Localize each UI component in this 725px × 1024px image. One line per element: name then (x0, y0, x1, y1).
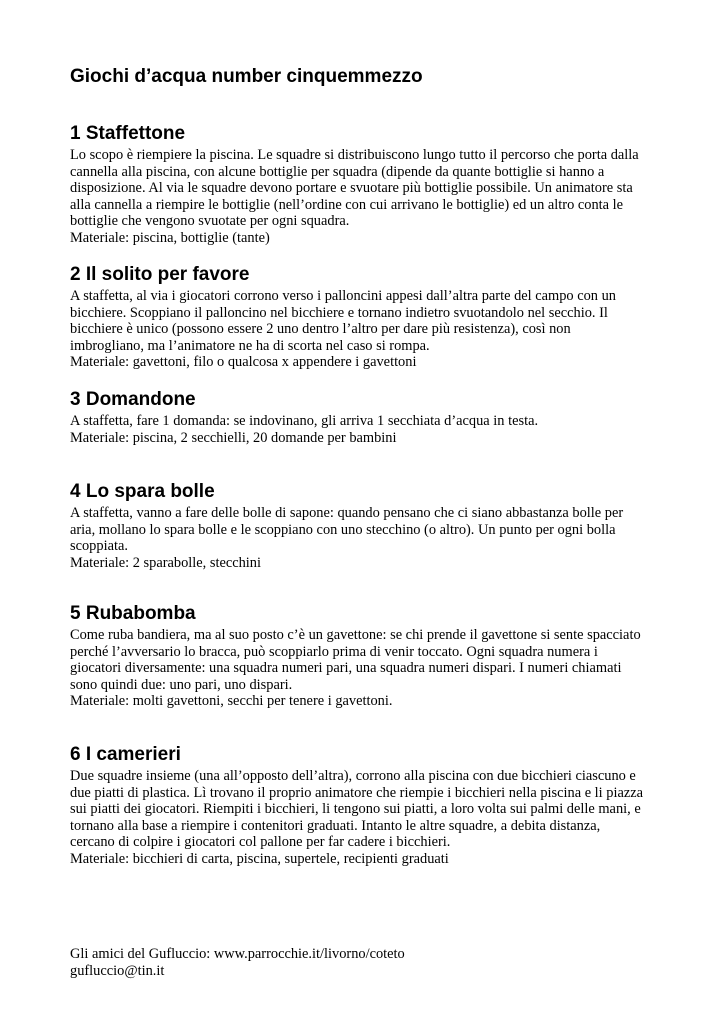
section-rubabomba (70, 603, 660, 710)
body-line: aria, mollano lo spara bolle e le scoppiano con uno stecchino (o altro). Un punto per ogni bolla (70, 521, 616, 538)
body-line: sono quindi due: uno pari, uno dispari. (70, 676, 293, 693)
body-line: bottiglie che vengono svuotate per ogni squadra. (70, 213, 350, 230)
body-line: due piatti di plastica. Lì trovano il proprio animatore che riempie i bicchieri nella piscina e li piazza (70, 784, 644, 801)
body-line: tornano alla base a riempire i contenitori graduati. Intanto le altre squadre, a debita distanza, (70, 817, 601, 834)
body-line: alla cannella a riempire le bottiglie (nell’ordine con cui arrivano le bottiglie) ed un altro conta le (70, 196, 624, 213)
materials-line: Materiale: 2 sparabolle, stecchini (70, 554, 261, 571)
section-heading: 5 Rubabomba (70, 603, 196, 624)
body-line: A staffetta, vanno a fare delle bolle di sapone: quando pensano che ci siano abbastanza bolle per (70, 505, 624, 521)
section-body (70, 288, 660, 371)
section-heading: 3 Domandone (70, 389, 196, 410)
materials-line: Materiale: gavettoni, filo o qualcosa x appendere i gavettoni (70, 354, 417, 371)
section-heading: 2 Il solito per favore (70, 264, 250, 285)
footer-website-line: Gli amici del Gufluccio: www.parrocchie.it/livorno/coteto (70, 946, 405, 962)
body-line: cannella alla piscina, con alcune bottiglie per squadra (dipende da quante bottiglie si hanno a (70, 163, 605, 180)
section-staffettone (70, 123, 660, 247)
materials-line: Materiale: piscina, bottiglie (tante) (70, 229, 270, 246)
body-line: cercano di colpire i giocatori col pallone per far cadere i bicchieri. (70, 834, 451, 851)
body-line: imbrogliano, ma l’animatore ne ha di scorta nel caso si rompa. (70, 337, 430, 354)
section-domandone (70, 389, 660, 446)
section-body (70, 768, 660, 868)
body-line: bicchiere è unico (possono essere 2 uno dentro l’altro per dare più resistenza), così non (70, 321, 571, 338)
body-line: sui piatti dei giocatori. Riempiti i bicchieri, li tengono sui piatti, a loro volta sui palmi delle mani, e (70, 801, 641, 818)
body-line: disposizione. Al via le squadre devono portare e svuotare più bottiglie possibile. Un animatore sta (70, 180, 633, 197)
document-footer (70, 946, 405, 979)
body-line: A staffetta, fare 1 domanda: se indovinano, gli arriva 1 secchiata d’acqua in testa. (70, 413, 539, 429)
body-line: perché l’avversario lo bracca, può scoppiarlo prima di venir toccato. Ogni squadra numera i (70, 643, 598, 660)
materials-line: Materiale: piscina, 2 secchielli, 20 domande per bambini (70, 429, 397, 446)
section-body (70, 147, 660, 247)
section-body (70, 627, 660, 710)
document-title: Giochi d’acqua number cinquemmezzo (70, 66, 423, 87)
section-body (70, 505, 660, 571)
section-heading: 4 Lo spara bolle (70, 481, 215, 502)
body-line: scoppiata. (70, 538, 128, 555)
body-line: Come ruba bandiera, ma al suo posto c’è un gavettone: se chi prende il gavettone si sente spacciato (70, 627, 641, 643)
body-line: A staffetta, al via i giocatori corrono verso i palloncini appesi dall’altra parte del campo con un (70, 288, 616, 304)
body-line: Lo scopo è riempiere la piscina. Le squadre si distribuiscono lungo tutto il percorso che porta dalla (70, 147, 639, 163)
section-lo-spara-bolle (70, 481, 660, 571)
body-line: giocatori diversamente: una squadra numeri pari, una squadra numeri dispari. I numeri chiamati (70, 660, 622, 677)
section-heading: 6 I camerieri (70, 744, 181, 765)
section-heading: 1 Staffettone (70, 123, 186, 144)
body-line: bicchiere. Scoppiano il palloncino nel bicchiere e tornano indietro svuotandolo nel secchio. Il (70, 304, 608, 321)
materials-line: Materiale: bicchieri di carta, piscina, supertele, recipienti graduati (70, 850, 449, 867)
section-i-camerieri (70, 744, 660, 868)
section-il-solito-per-favore (70, 264, 660, 371)
body-line: Due squadre insieme (una all’opposto dell’altra), corrono alla piscina con due bicchieri ciascuno e (70, 768, 636, 784)
section-body (70, 413, 660, 446)
footer-email-line: gufluccio@tin.it (70, 962, 165, 979)
materials-line: Materiale: molti gavettoni, secchi per tenere i gavettoni. (70, 693, 393, 710)
